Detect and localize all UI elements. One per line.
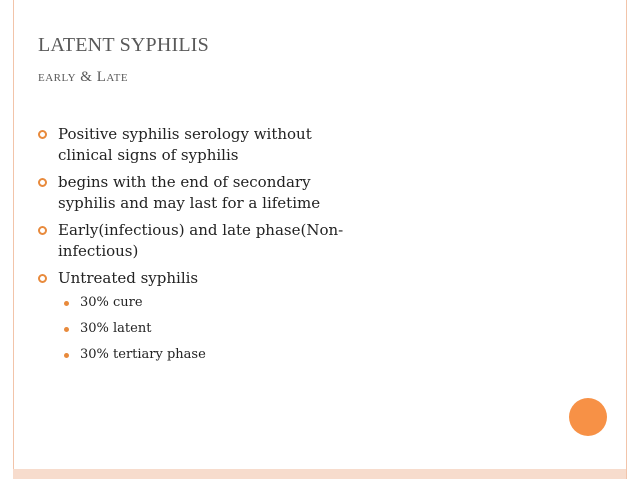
sub-bullet-item bbox=[58, 320, 368, 338]
hollow-circle-bullet-icon bbox=[38, 178, 47, 187]
bottom-band bbox=[13, 469, 626, 479]
slide-content bbox=[38, 124, 368, 372]
sub-bullet-text: 30% cure bbox=[80, 295, 143, 310]
bullet-item bbox=[38, 124, 368, 166]
hollow-circle-bullet-icon bbox=[38, 274, 47, 283]
sub-bullet-item bbox=[58, 294, 368, 312]
bullet-list bbox=[38, 124, 368, 364]
bullet-text: begins with the end of secondary syphilis and may last for a lifetime bbox=[58, 173, 321, 212]
sub-bullet-text: 30% latent bbox=[80, 321, 152, 336]
bullet-item bbox=[38, 172, 368, 214]
title-block bbox=[38, 34, 209, 86]
slide-title: LATENT SYPHILIS bbox=[38, 34, 209, 56]
bullet-item bbox=[38, 220, 368, 262]
sub-bullet-item bbox=[58, 346, 368, 364]
bullet-text: Untreated syphilis bbox=[58, 269, 199, 287]
sub-bullet-text: 30% tertiary phase bbox=[80, 347, 206, 362]
filled-dot-bullet-icon bbox=[64, 301, 69, 306]
hollow-circle-bullet-icon bbox=[38, 130, 47, 139]
slide-subtitle: early & Late bbox=[38, 69, 129, 85]
filled-dot-bullet-icon bbox=[64, 353, 69, 358]
bullet-text: Positive syphilis serology without clinical signs of syphilis bbox=[58, 125, 312, 164]
bullet-item bbox=[38, 268, 368, 364]
hollow-circle-bullet-icon bbox=[38, 226, 47, 235]
filled-dot-bullet-icon bbox=[64, 327, 69, 332]
sub-bullet-list bbox=[58, 294, 368, 364]
accent-circle bbox=[569, 398, 607, 436]
bullet-text: Early(infectious) and late phase(Non-infectious) bbox=[58, 221, 344, 260]
